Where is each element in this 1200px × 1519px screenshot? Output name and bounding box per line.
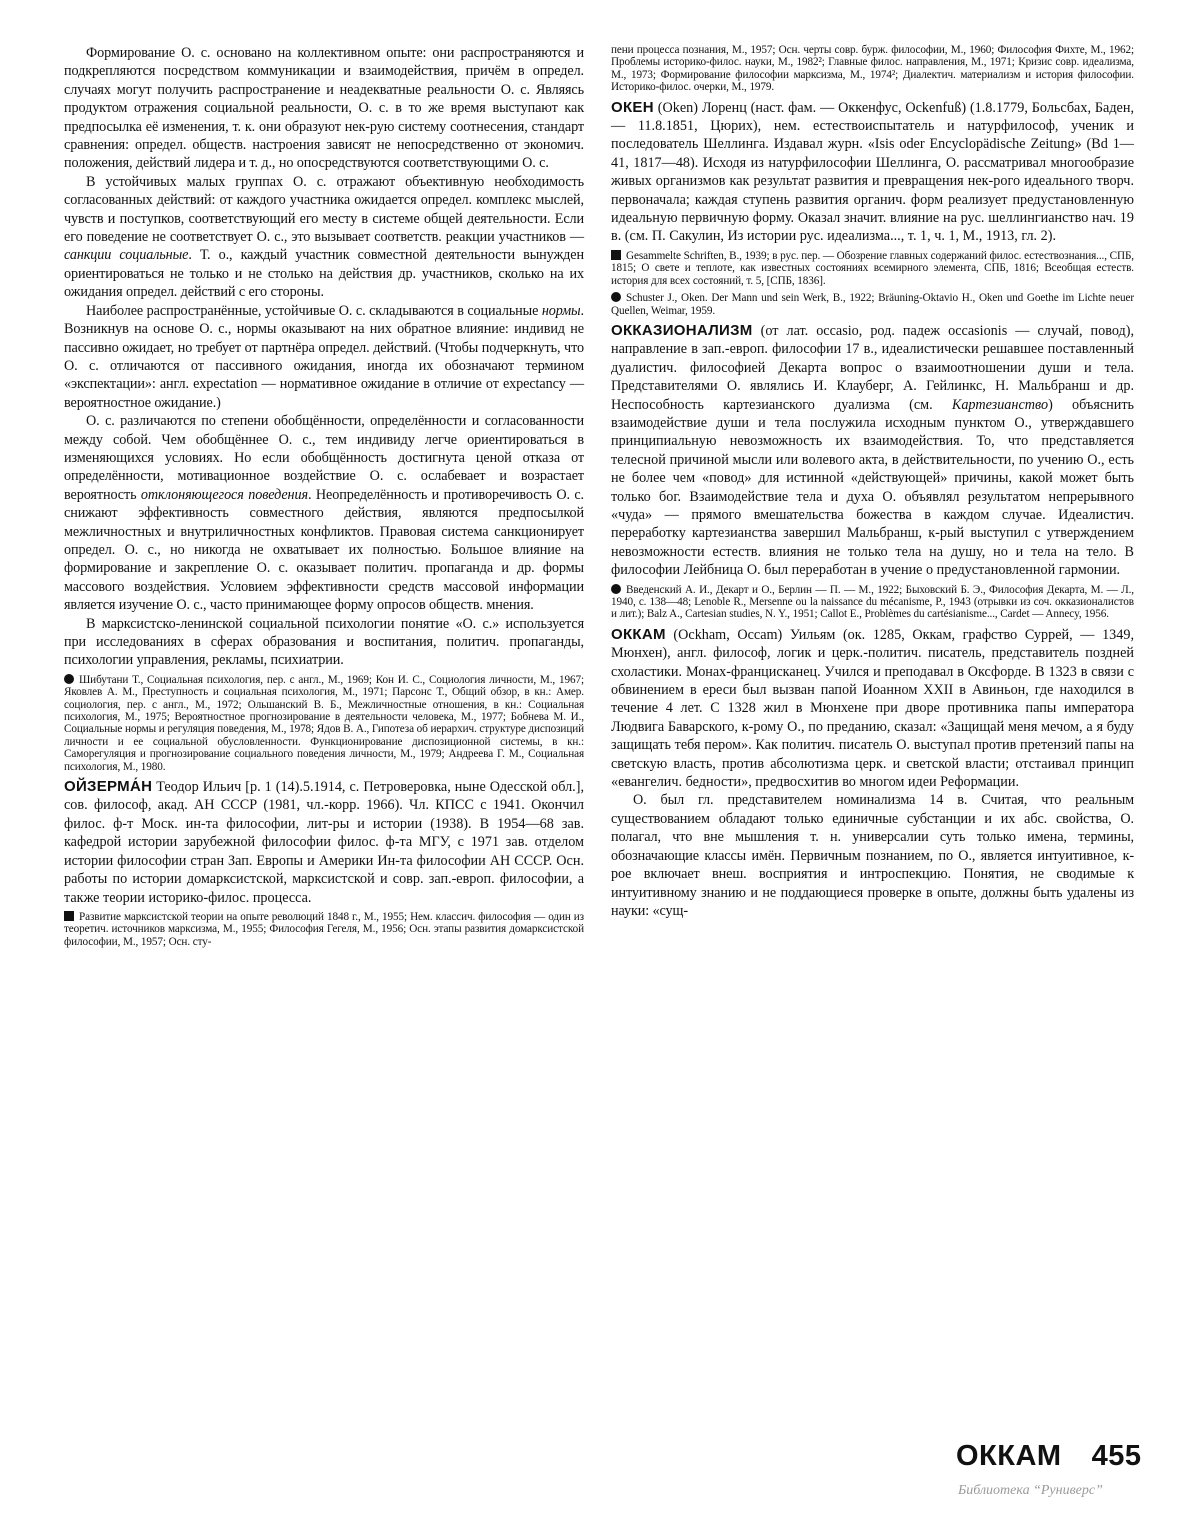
paragraph-ockham-2: О. был гл. представителем номинализма 14 в. Считая, что реальным существованием обладают только единичные субстанции и их абс. свойства, О. полагал, что вне мышления т. н. универсалии суть только имена, термины, обозначающие классы имён. Первичным познанием, по О., является интуитивное, к-рое включает внеш. восприятия и интроспекцию. Понятия, не сводимые к интуитивному знанию и не поддающиеся проверке в опыте, должны быть удалены из науки: «сущ-	[611, 792, 1134, 919]
cross-ref-sanctions: санкции социальные	[64, 247, 189, 264]
entry-oizerman: ОЙЗЕРМА́Н Теодор Ильич [р. 1 (14).5.1914, с. Петроверовка, ныне Одесской обл.], сов. философ, акад. АН СССР (1981, чл.-корр. 1966). Чл. КПСС с 1941. Окончил филос. ф-т Моск. ин-та философии, лит-ры и истории (1938). В 1954—68 зав. кафедрой истории зарубежной философии филос. ф-та МГУ, с 1971 зав. отделом истории философии стран Зап. Европы и Америки Ин-та философии АН СССР. Осн. работы по истории домарксистской, марксистской и совр. зап.-европ. философии, а также теории историко-филос. процесса.	[64, 778, 584, 906]
cross-ref-cartesianism: Картезианство	[951, 396, 1049, 413]
cross-ref-deviant-behavior: отклоняющегося поведения	[140, 486, 308, 503]
paragraph-social-expectations-5: В марксистско-ленинской социальной психологии понятие «О. с.» используется при исследованиях в сферах образования и воспитания, политич. пропаганды, психологии управления, рекламы, психиатрии.	[64, 615, 584, 669]
headword-oken: ОКЕН	[611, 98, 654, 116]
paragraph-social-expectations-1: Формирование О. с. основано на коллективном опыте: они распространяются и подкрепляются посредством коммуникации и взаимодействия, причём в определ. случаях могут получить распространение и неадекватные реальности О. с. Являясь продуктом отражения социальной реальности, О. с. в то же время выступают как предпосылка её изменения, т. к. они образуют нек-рую систему соотнесения, стандарт сравнения: определ. обществ. настроения зависят не непосредственно от экономич. положения, действий лидера и т. д., но опосредствуются соответствующими О. с.	[64, 45, 584, 172]
paragraph-social-expectations-3: Наиболее распространённые, устойчивые О. с. складываются в социальные нормы. Возникнув на основе О. с., нормы оказывают на них обратное влияние: индивид не пассивно ожидает, но требует от партнёра определ. действий. (Чтобы подчеркнуть, что О. с. отличаются от пассивного ожидания, иногда их обозначают термином «экспектации»: англ. expectation — нормативное ожидание в отличие от expectancy — вероятностное ожидание.)	[64, 302, 584, 411]
left-column	[64, 44, 584, 953]
page-number: 455	[1091, 1440, 1142, 1472]
library-watermark: Библиотека “Руниверс”	[958, 1483, 1103, 1498]
works-square-icon	[64, 911, 74, 921]
paragraph-social-expectations-2: В устойчивых малых группах О. с. отражают объективную необходимость согласованных действий: от каждого участника ожидается определ. комплекс мыслей, чувств и поступков, соответствующий его месту в системе общей деятельности. Если его поведение не соответствует О. с., это вызывает соответств. реакции участников — санкции социальные. Т. о., каждый участник совместной деятельности вынужден ориентироваться не только и не столько на действия др. участников, сколько на их ожидания определ. действий с его стороны.	[64, 173, 584, 301]
headword-oizerman: ОЙЗЕРМА́Н	[64, 778, 153, 796]
headword-ockham: ОККАМ	[611, 625, 666, 643]
bibliography-literature: Шибутани Т., Социальная психология, пер. с англ., М., 1969; Кон И. С., Социология личности, М., 1967; Яковлев А. М., Преступность и социальная психология, М., 1971; Парсонс Т., Общий обзор, в кн.: Амер. социология, пер. с англ., М., 1972; Ольшанский В. Б., Межличностные отношения, в кн.: Социальная психология, М., 1975; Вероятностное прогнозирование в деятельности человека, М., 1977; Бобнева М. И., Социальные нормы и регуляция поведения, М., 1978; Ядов В. А., Гипотеза об иерархич. структуре диспозиций личности и ее социальной обусловленности. Функционирование диспозиционной системы, в кн.: Саморегуляция и прогнозирование социального поведения личности, М., 1979; Андреева Г. М., Социальная психология, М., 1980.	[64, 673, 584, 773]
literature-dot-icon	[611, 584, 621, 594]
running-head	[956, 1440, 1141, 1473]
paragraph-social-expectations-4: О. с. различаются по степени обобщённости, определённости и согласованности между собой. Чем обобщённее О. с., тем индивиду легче ориентироваться в изменяющихся условиях. Но если обобщённость достигнута ценой отказа от определённости, мотивационное воздействие О. с. ослабевает и возрастает вероятность отклоняющегося поведения. Неопределённость и противоречивость О. с. снижают эффективность совместного действия, являются предпосылкой межличностных и внутриличностных конфликтов. Правовая система санкционирует определ. О. с., но никогда не охватывает их полностью. Большое влияние на формирование и закрепление О. с. оказывает политич. пропаганда и др. формы массового воздействия. Условием эффективности средств массовой информации является изучение О. с., часто принимающее форму опросов обществ. мнения.	[64, 413, 585, 614]
entry-oken: ОКЕН (Oken) Лоренц (наст. фам. — Оккенфус, Ockenfuß) (1.8.1779, Больсбах, Баден, — 11.8.1851, Цюрих), нем. естествоиспытатель и натурфилософ, ученик и последователь Шеллинга. Издавал журн. «Isis oder Encyclopädische Zeitung» (Bd 1—41, 1817—48). Исходя из натурфилософии Шеллинга, О. рассматривал многообразие живых организмов как результат развития и превращения нек-рого идеального творч. первоначала; каждая ступень развития органич. форм реализует предустановленную идеальную первичную форму. Оказал значит. влияние на рус. шеллингианство нач. 19 в. (см. П. Сакулин, Из истории рус. идеализма..., т. 1, ч. 1, М., 1913, гл. 2).	[611, 98, 1134, 245]
entry-occasionalism: ОККАЗИОНАЛИЗМ (от лат. occasio, род. падеж occasionis — случай, повод), направление в зап.-европ. философии 17 в., идеалистически решавшее поставленный дуалистич. философией Декарта вопрос о взаимоотношении души и тела. Представителями О. являлись И. Клауберг, А. Гейлинкс, Н. Мальбранш и др. Неспособность картезианского дуализма (см. Картезианство) объяснить взаимодействие души и тела послужила исходным пунктом О., утверждавшего принципиальную невозможность их взаимодействия. То, что представляется телесной причиной мысли или волевого акта, в действительности, по учению О., есть не более чем «повод» для истинной «действующей» причины, какой может быть только бог. Взаимодействие тела и духа О. объявлял результатом непрерывного «чуда» — прямого вмешательства божества в каждом случае. Идеалистич. переработку картезианства завершил Мальбранш, к-рый выступил с утверждением невозможности естеств. влияния не только тела на душу, но и тела на тело. В философии Лейбница О. был переработан в учение о предустановленной гармонии.	[611, 321, 1134, 579]
right-column	[611, 44, 1134, 920]
bibliography-works-oizerman: Развитие марксистской теории на опыте революций 1848 г., М., 1955; Нем. классич. философия — один из теоретич. источников марксизма, М., 1955; Философия Гегеля, М., 1956; Осн. этапы развития домарксистской философии, М., 1957; Осн. сту-	[64, 910, 584, 948]
bibliography-works-oizerman-cont: пени процесса познания, М., 1957; Осн. черты совр. бурж. философии, М., 1960; Философия Фихте, М., 1962; Проблемы историко-филос. науки, М., 1982²; Главные филос. направления, М., 1971; Кризис совр. идеализма, М., 1973; Формирование философии марксизма, М., 1974²; Диалектич. материализм и история философии. Историко-филос. очерки, М., 1979.	[611, 44, 1134, 94]
entry-ockham: ОККАМ (Ockham, Occam) Уильям (ок. 1285, Оккам, графство Суррей, — 1349, Мюнхен), англ. философ, логик и церк.-политич. писатель, представитель поздней схоластики. Монах-францисканец. Учился и преподавал в Оксфорде. В 1323 в связи с обвинением в ереси был вызван папой Иоанном XXII в Авиньон, где находился в течение 4 лет. С 1328 жил в Мюнхене при дворе противника папы императора Людвига Баварского, к-рому О., по преданию, сказал: «Защищай меня мечом, а я буду защищать тебя пером». Как политич. писатель О. выступал против претензий папы на светскую власть, против абсолютизма церк. и светской власти; отстаивал принцип «евангелич. бедности», предвосхитив во многом идеи Реформации.	[611, 625, 1134, 791]
works-square-icon	[611, 250, 621, 260]
literature-dot-icon	[611, 292, 621, 302]
bibliography-literature-occasionalism: Введенский А. И., Декарт и О., Берлин — П. — М., 1922; Быховский Б. Э., Философия Декарта, М. — Л., 1940, с. 138—48; Lenoble R., Mersenne ou la naissance du mécanisme, P., 1943 (отрывки из соч. окказионалистов и лит.); Balz A., Cartesian studies, N. Y., 1951; Callot E., Problèmes du cartésianisme..., Cardet — Annecy, 1956.	[611, 583, 1134, 621]
cross-ref-norms: нормы	[541, 302, 581, 319]
running-head-word: ОККАМ	[956, 1440, 1062, 1472]
bibliography-works-oken: Gesammelte Schriften, B., 1939; в рус. пер. — Обозрение главных содержаний филос. естествознания..., СПБ, 1815; О свете и теплоте, как известных состояниях всемирного элемента, СПБ, 1816; Всеобщая естеств. история для всех состояний, т. 5, [СПБ, 1836].	[611, 249, 1135, 287]
literature-dot-icon	[64, 674, 74, 684]
bibliography-literature-oken: Schuster J., Oken. Der Mann und sein Werk, B., 1922; Bräuning-Oktavio H., Oken und Goethe im Lichte neuer Quellen, Weimar, 1959.	[611, 292, 1134, 317]
headword-occasionalism: ОККАЗИОНАЛИЗМ	[611, 321, 753, 339]
